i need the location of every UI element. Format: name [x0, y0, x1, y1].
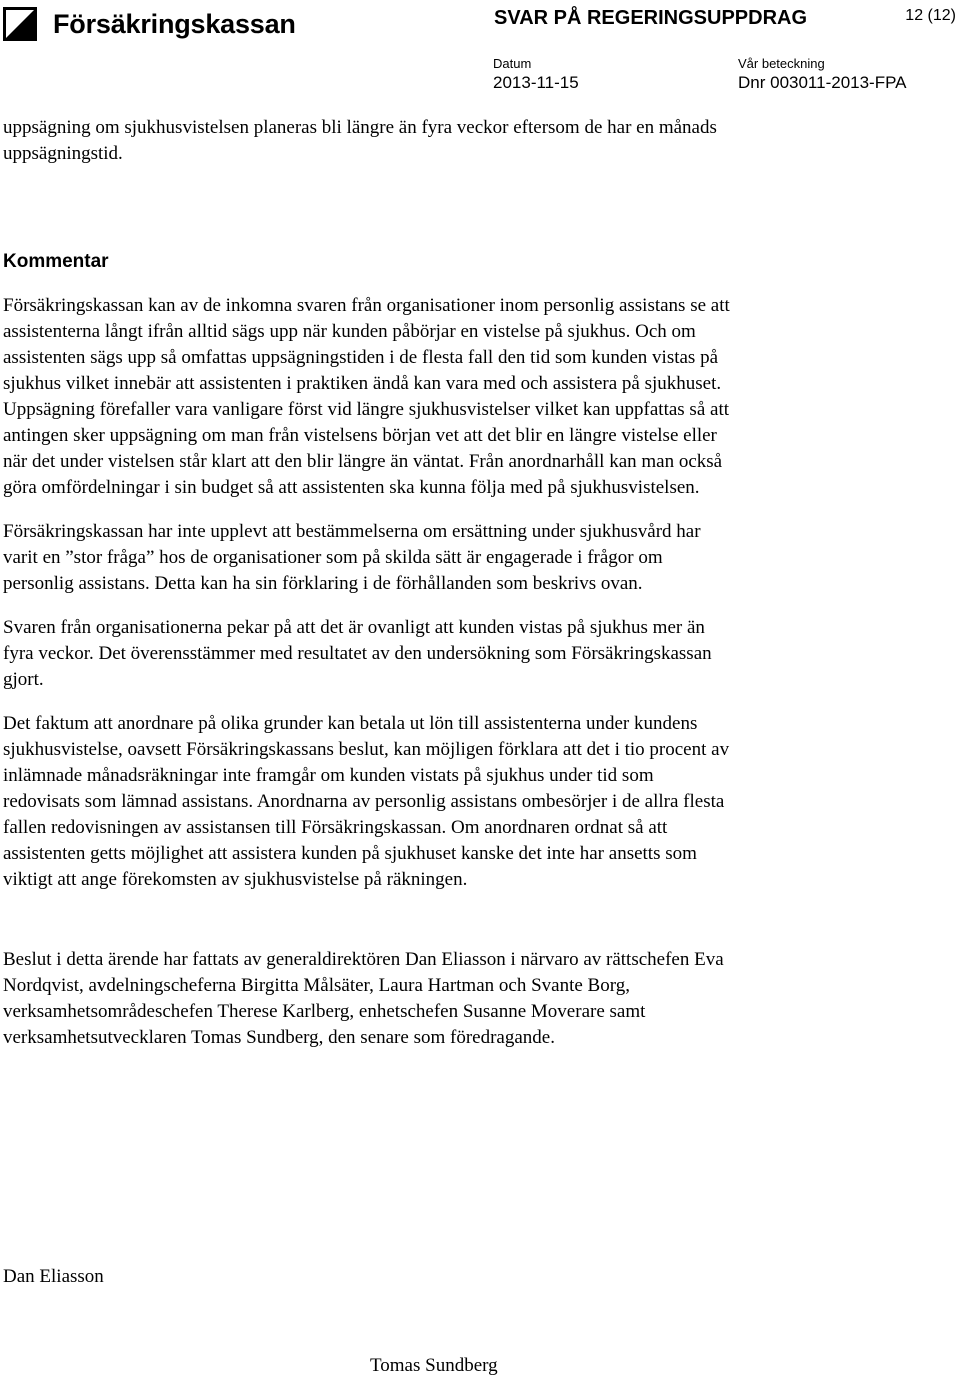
body-paragraph: Det faktum att anordnare på olika grunder kan betala ut lön till assistenterna under kundens sjukhusvistelse, oavsett Försäkringskassans beslut, kan möjligen förklara att det i tio procent av inlämnade månadsräkningar inte framgår om kunden vistats på sjukhus under tid som redovisats som lämnad assistans. Anordnarna av personlig assistans ombesörjer i de allra flesta fallen redovisningen av assistansen till Försäkringskassan. Om anordnaren ordnat så att assistenten getts möjlighet att assistera kunden på sjukhuset kanske det inte har ansetts som viktigt att ange förekomsten av sjukhusvistelse på räkningen.: [3, 713, 730, 890]
section-heading: Kommentar: [3, 251, 109, 272]
document-type: SVAR PÅ REGERINGSUPPDRAG: [494, 7, 808, 29]
reference-label: Vår beteckning: [738, 56, 825, 71]
decision-paragraph: Beslut i detta ärende har fattats av generaldirektören Dan Eliasson i närvaro av rättschefen Eva Nordqvist, avdelningscheferna Birgitta Målsäter, Laura Hartman och Svante Borg, verksamhetsområdeschefen Therese Karlberg, enhetschefen Susanne Moverare samt verksamhetsutvecklaren Tomas Sundberg, den senare som föredragande.: [3, 949, 724, 1048]
logo-text: Försäkringskassan: [53, 9, 296, 39]
page-number: 12 (12): [905, 7, 956, 24]
date-label: Datum: [493, 56, 532, 71]
logo: [3, 4, 296, 44]
body-paragraph: Svaren från organisationerna pekar på att det är ovanligt att kunden vistas på sjukhus mer än fyra veckor. Det överensstämmer med resultatet av den undersökning som Försäkringskassan gjort.: [3, 617, 712, 690]
document-body: [3, 115, 733, 1113]
reference-value: Dnr 003011-2013-FPA: [738, 73, 907, 92]
date-value: 2013-11-15: [493, 73, 579, 92]
body-paragraph: Försäkringskassan har inte upplevt att bestämmelserna om ersättning under sjukhusvård har varit en ”stor fråga” hos de organisationer som på skilda sätt är engagerade i frågor om personlig assistans. Detta kan ha sin förklaring i de förhållanden som beskrivs ovan.: [3, 521, 701, 594]
forsakringskassan-logo-icon: [3, 7, 37, 41]
intro-paragraph: uppsägning om sjukhusvistelsen planeras bli längre än fyra veckor eftersom de har en månads uppsägningstid.: [3, 117, 717, 164]
body-paragraph: Försäkringskassan kan av de inkomna svaren från organisationer inom personlig assistans se att assistenterna långt ifrån alltid sägs upp när kunden påbörjar en vistelse på sjukhus. Och om assistenten sägs upp så omfattas uppsägningstiden i de flesta fall den tid som kunden vistas på sjukhus vilket innebär att assistenten i praktiken ändå kan vara med och assistera på sjukhuset. Uppsägning förefaller vara vanligare först vid längre sjukhusvistelser vilket kan uppfattas så att antingen sker uppsägning om man från vistelsens början vet att det blir en längre vistelse eller när det under vistelsen står klart att den blir längre än väntat. Från anordnarhåll kan man också göra omfördelningar i sin budget så att assistenten ska kunna följa med på sjukhusvistelsen.: [3, 295, 730, 498]
signatory-name: Dan Eliasson: [3, 1266, 104, 1287]
presenter-name: Tomas Sundberg: [370, 1355, 498, 1376]
